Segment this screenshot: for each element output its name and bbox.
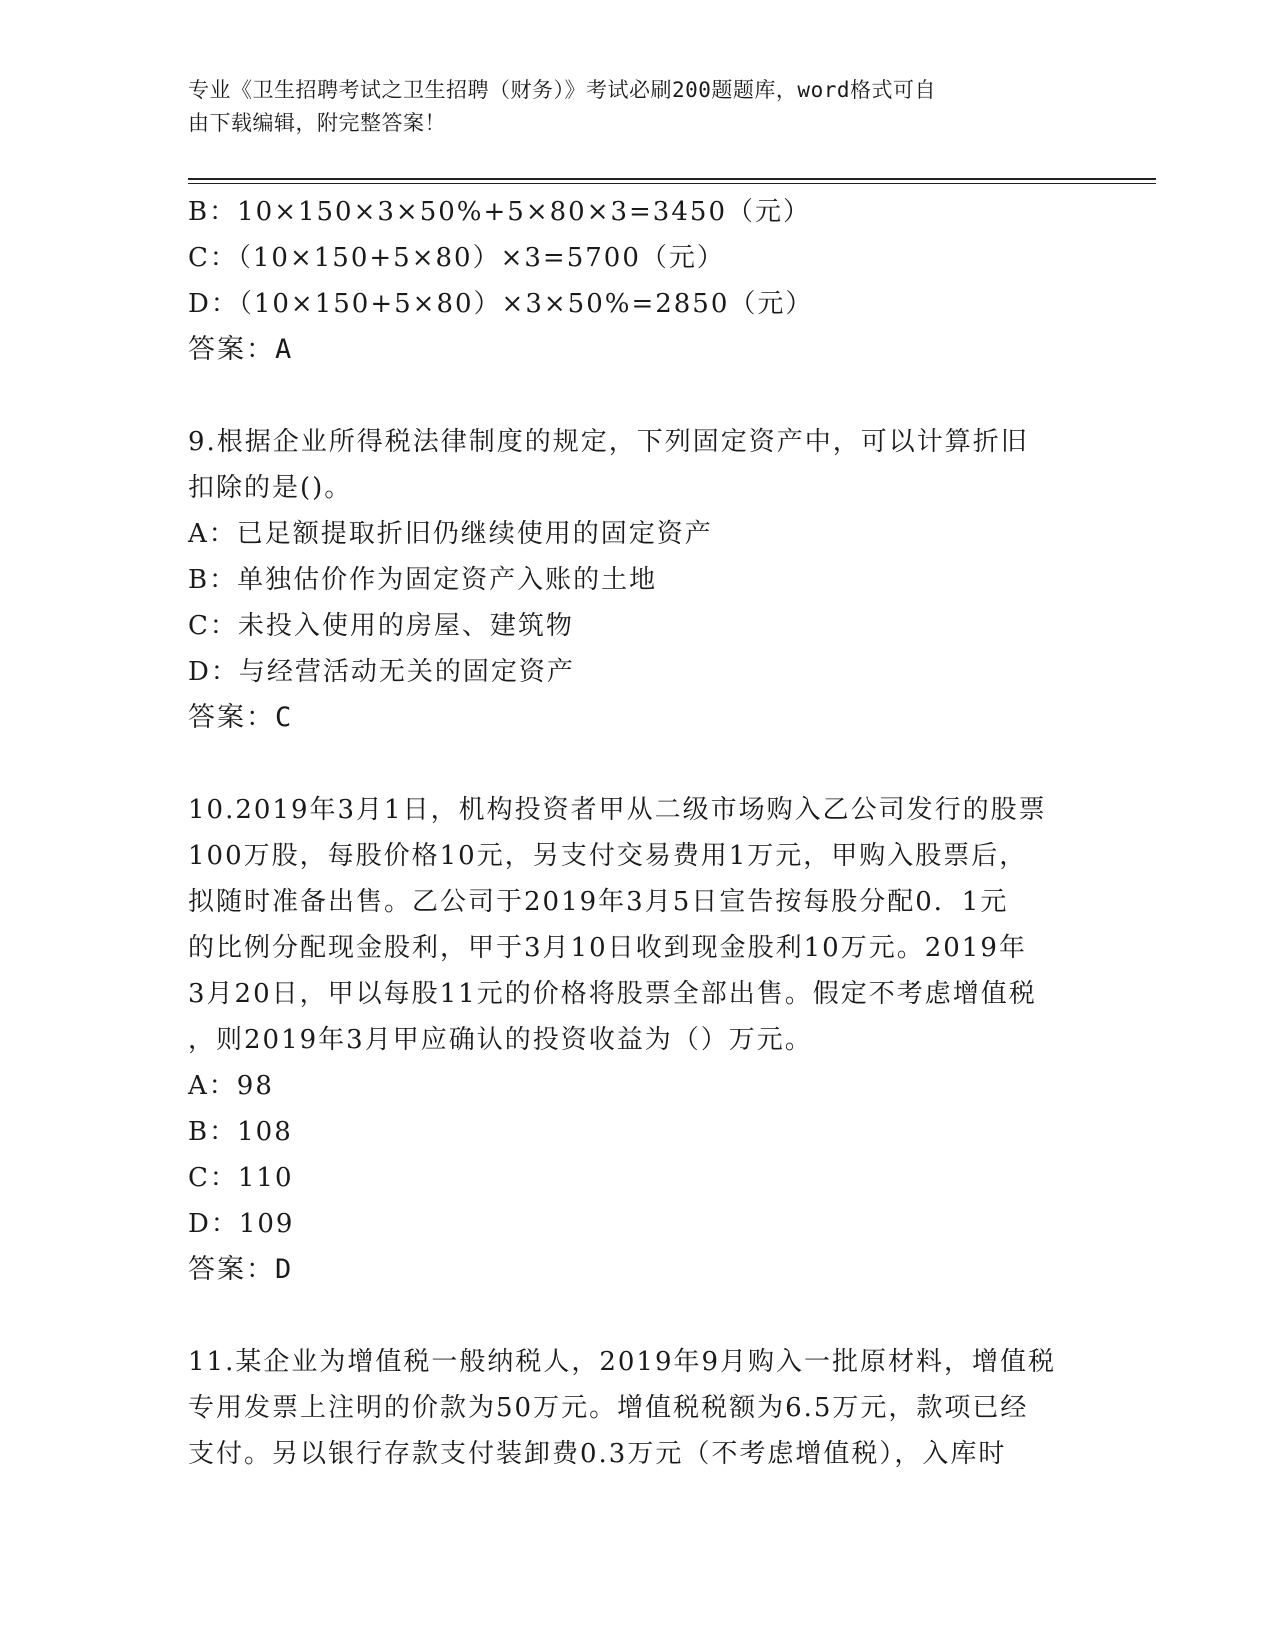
question-stem-line: 10.2019年3月1日，机构投资者甲从二级市场购入乙公司发行的股票 — [188, 795, 1047, 825]
header-divider — [188, 178, 1156, 180]
answer-line — [188, 327, 1088, 373]
question-10 — [188, 787, 1088, 1293]
question-stem-line: 100万股，每股价格10元，另支付交易费用1万元，甲购入股票后， — [188, 841, 1028, 871]
header-divider-thin — [188, 183, 1156, 184]
page-header — [188, 74, 1068, 140]
option-a: A：98 — [188, 1071, 274, 1101]
answer-line — [188, 695, 1088, 741]
question-stem-line: 9.根据企业所得税法律制度的规定，下列固定资产中，可以计算折旧 — [188, 427, 1029, 457]
answer-value: C — [275, 702, 294, 733]
question-stem-line: 11.某企业为增值税一般纳税人，2019年9月购入一批原材料，增值税 — [188, 1347, 1057, 1377]
question-9 — [188, 419, 1088, 741]
question-8 — [188, 189, 1088, 373]
option-b: B：单独估价作为固定资产入账的土地 — [188, 565, 658, 595]
header-title-line-1: 专业《卫生招聘考试之卫生招聘（财务）》考试必刷200题题库，word格式可自 — [188, 78, 936, 102]
option-b: B：10×150×3×50%+5×80×3=3450（元） — [188, 197, 811, 227]
option-c: C：（10×150+5×80）×3=5700（元） — [188, 243, 725, 273]
answer-value: D — [275, 1254, 294, 1285]
answer-label: 答案： — [188, 1254, 275, 1285]
question-stem-line: 的比例分配现金股利，甲于3月10日收到现金股利10万元。2019年 — [188, 933, 1027, 963]
option-d: D：（10×150+5×80）×3×50%=2850（元） — [188, 289, 814, 319]
answer-label: 答案： — [188, 702, 275, 733]
option-c: C：未投入使用的房屋、建筑物 — [188, 611, 574, 641]
option-d: D：与经营活动无关的固定资产 — [188, 657, 575, 687]
question-stem-line: 专用发票上注明的价款为50万元。增值税税额为6.5万元，款项已经 — [188, 1393, 1029, 1423]
document-body — [188, 189, 1088, 1477]
option-c: C：110 — [188, 1163, 294, 1193]
question-stem-line: 3月20日，甲以每股11元的价格将股票全部出售。假定不考虑增值税 — [188, 979, 1037, 1009]
question-stem-line: 支付。另以银行存款支付装卸费0.3万元（不考虑增值税），入库时 — [188, 1439, 1007, 1469]
answer-value: A — [275, 334, 294, 365]
question-stem-line: 拟随时准备出售。乙公司于2019年3月5日宣告按每股分配0．1元 — [188, 887, 1009, 917]
option-a: A：已足额提取折旧仍继续使用的固定资产 — [188, 519, 713, 549]
answer-label: 答案： — [188, 334, 275, 365]
question-11 — [188, 1339, 1088, 1477]
answer-line — [188, 1247, 1088, 1293]
spacer — [188, 1293, 1088, 1339]
spacer — [188, 741, 1088, 787]
spacer — [188, 373, 1088, 419]
question-stem-line: 扣除的是()。 — [188, 473, 353, 503]
option-d: D：109 — [188, 1209, 295, 1239]
question-stem-line: ，则2019年3月甲应确认的投资收益为（）万元。 — [188, 1025, 813, 1055]
option-b: B：108 — [188, 1117, 293, 1147]
header-title-line-2: 由下载编辑，附完整答案！ — [188, 111, 446, 135]
